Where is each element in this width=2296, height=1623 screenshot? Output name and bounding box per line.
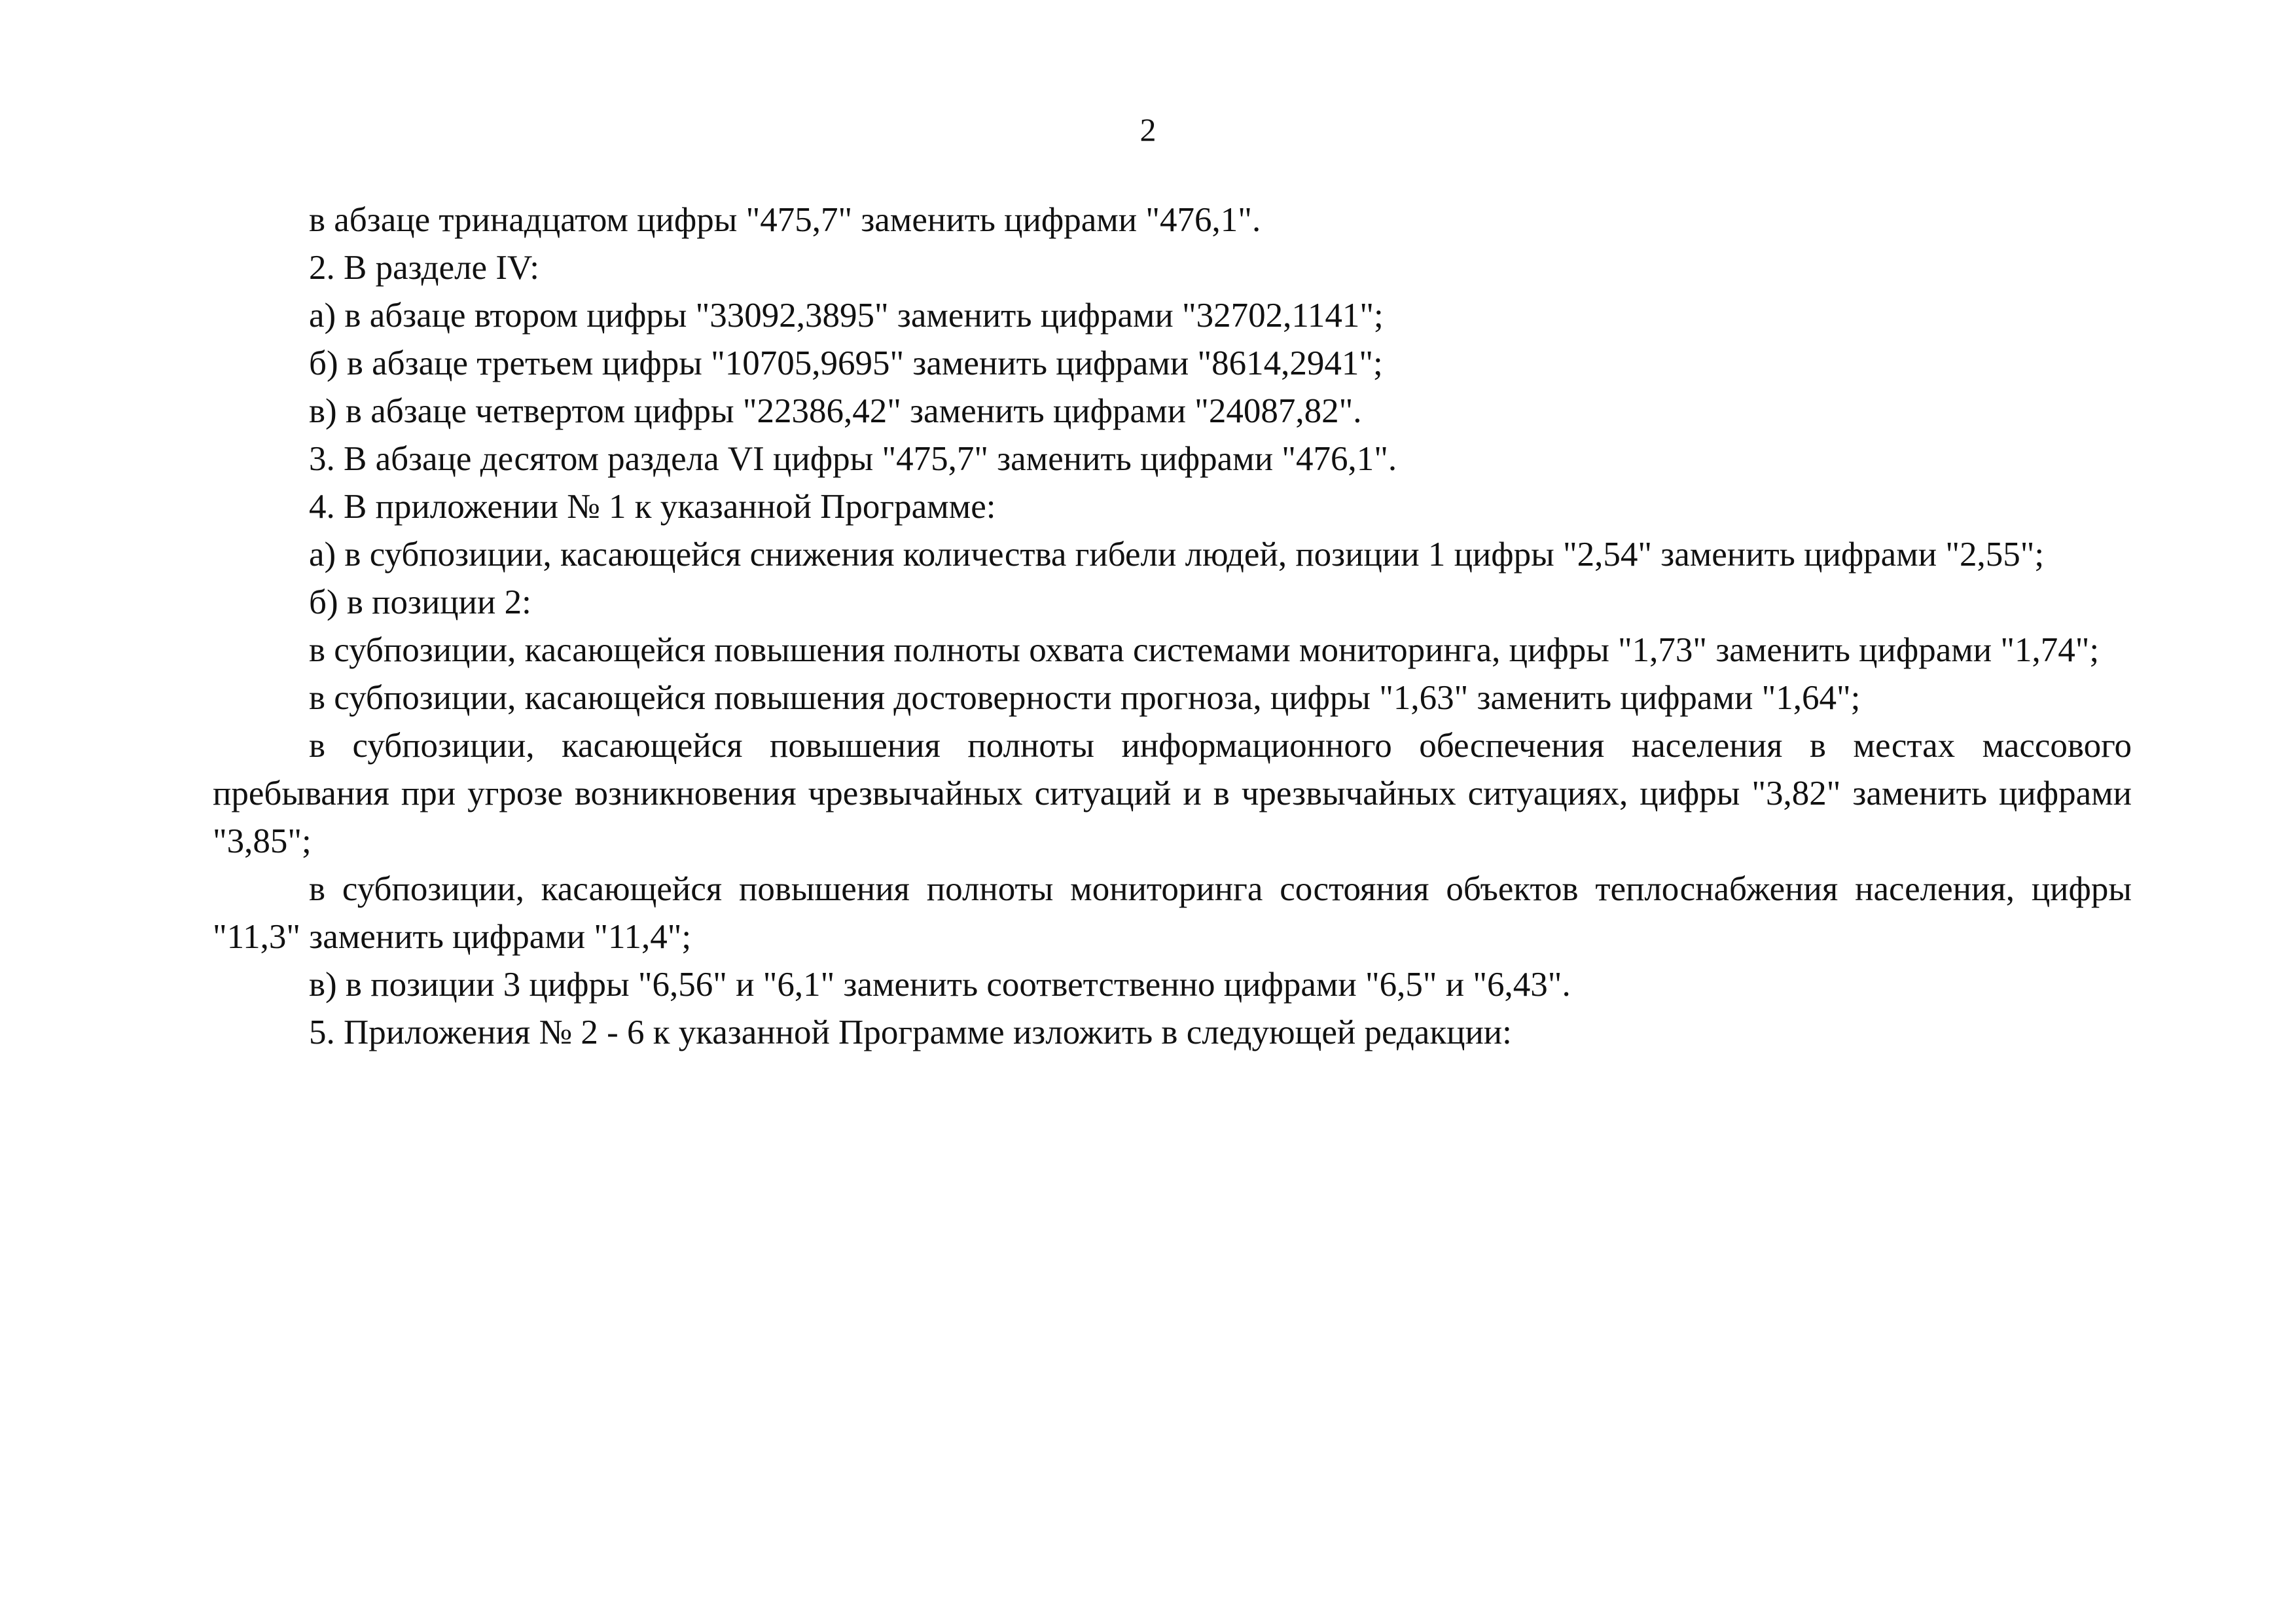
paragraph: а) в абзаце втором цифры "33092,3895" заменить цифрами "32702,1141"; <box>309 297 1384 335</box>
paragraph: в) в позиции 3 цифры "6,56" и "6,1" заменить соответственно цифрами "6,5" и "6,43". <box>309 966 1571 1004</box>
paragraph: 4. В приложении № 1 к указанной Программе: <box>309 488 996 526</box>
paragraph: 3. В абзаце десятом раздела VI цифры "475,7" заменить цифрами "476,1". <box>309 440 1397 478</box>
paragraph: в субпозиции, касающейся повышения полноты охвата системами мониторинга, цифры "1,73" заменить цифрами "1,74"; <box>309 631 2100 669</box>
paragraph: в) в абзаце четвертом цифры "22386,42" заменить цифрами "24087,82". <box>309 392 1362 430</box>
paragraph: в субпозиции, касающейся повышения полноты информационного обеспечения населения в местах массового пребывания при угрозе возникновения чрезвычайных ситуаций и в чрезвычайных ситуациях, цифры "3,82" заменить цифрами "3,85"; <box>213 727 2132 860</box>
paragraph: б) в абзаце третьем цифры "10705,9695" заменить цифрами "8614,2941"; <box>309 344 1383 382</box>
paragraph: в субпозиции, касающейся повышения достоверности прогноза, цифры "1,63" заменить цифрами "1,64"; <box>309 679 1861 717</box>
paragraph: в субпозиции, касающейся повышения полноты мониторинга состояния объектов теплоснабжения населения, цифры "11,3" заменить цифрами "11,4"; <box>213 870 2132 956</box>
paragraph: в абзаце тринадцатом цифры "475,7" заменить цифрами "476,1". <box>309 201 1261 239</box>
paragraph: 5. Приложения № 2 - 6 к указанной Программе изложить в следующей редакции: <box>309 1013 1512 1051</box>
document-body <box>213 196 2132 1057</box>
paragraph: а) в субпозиции, касающейся снижения количества гибели людей, позиции 1 цифры "2,54" заменить цифрами "2,55"; <box>309 536 2045 574</box>
paragraph: б) в позиции 2: <box>309 583 531 621</box>
paragraph: 2. В разделе IV: <box>309 249 540 287</box>
page-number: 2 <box>1139 111 1157 148</box>
